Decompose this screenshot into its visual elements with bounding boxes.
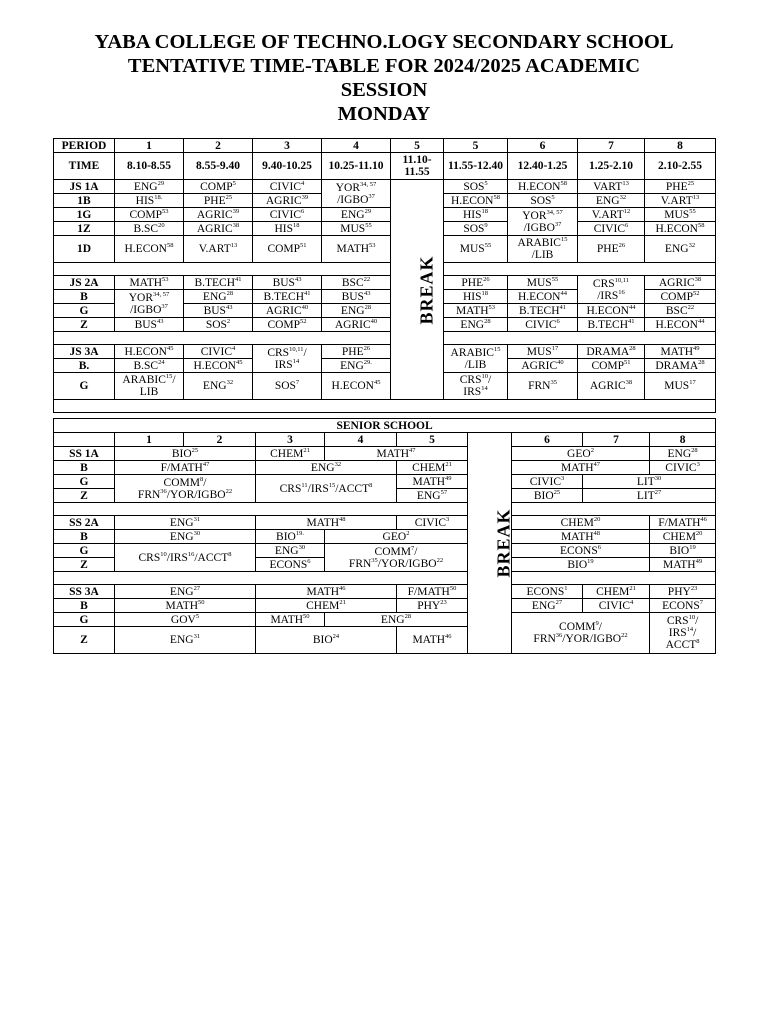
subject-cell: B.TECH$^{41}$ [184,276,253,290]
subject-cell: MUS$^{55}$ [322,222,391,236]
subject-cell: ENG$^{28}$ [322,304,391,318]
subject-cell: ENG$^{28}$ [325,613,468,627]
subject-cell: $ENG^{29.}$ [322,359,391,373]
class-label: G [54,475,115,489]
spacer-row [54,503,716,516]
subject-cell: H.ECON$^{45}$ [115,345,184,359]
subject-cell: ECONS$^7$ [650,599,716,613]
subject-cell: BIO$^{24}$ [256,627,397,654]
class-label: G [54,304,115,318]
subject-cell: H.ECON$^{44}$ [645,318,716,332]
subject-cell: COMP$^{52}$ [645,290,716,304]
class-label: 1Z [54,222,115,236]
subject-cell: PHE$^{26}$ [578,236,645,263]
class-label: Z [54,489,115,503]
break-column: BREAK [468,433,512,654]
break-column: BREAK [391,180,444,400]
subject-cell: F/MATH$^{50}$ [397,585,468,599]
subject-cell: MATH$^{50}$ [115,599,256,613]
subject-cell: MATH$^{49}$ [645,345,716,359]
class-label: SS 3A [54,585,115,599]
subject-cell: H.ECON$^{58}$ [444,194,508,208]
subject-cell: ARABIC$^{15}$ /LIB [444,345,508,373]
period-cell: 5 [391,139,444,153]
subject-cell: F/MATH$^{46}$ [650,516,716,530]
period-cell: 5 [397,433,468,447]
class-label: G [54,544,115,558]
subject-cell: CIVIC$^6$ [508,318,578,332]
table-row [54,447,716,461]
subject-cell: B.SC$^{20}$ [115,222,184,236]
subject-cell: YOR$^{34, 57}$ /IGBO$^{37}$ [508,208,578,236]
subject-cell: MUS$^{55}$ [508,276,578,290]
title-line-2: TENTATIVE TIME-TABLE FOR 2024/2025 ACADEMIC [127,55,641,77]
class-label: Z [54,318,115,332]
subject-cell: CRS$^{10}$/ IRS$^{14}$ [444,373,508,400]
class-label: B [54,461,115,475]
subject-cell: LIT$^{27}$ [583,489,716,503]
subject-cell: COMM$^7$/ FRN$^{35}$/YOR/IGBO$^{22}$ [325,544,468,572]
time-cell: 9.40-10.25 [253,153,322,180]
period-cell: 6 [508,139,578,153]
subject-cell: BIO$^{19}$ [512,558,650,572]
subject-cell: ENG$^{31}$ [115,516,256,530]
subject-cell: MATH$^{46}$ [397,627,468,654]
class-label: Z [54,558,115,572]
subject-cell: MATH$^{48}$ [256,516,397,530]
subject-cell: PHE$^{26}$ [444,276,508,290]
subject-cell: MATH$^{49}$ [397,475,468,489]
subject-cell: DRAMA$^{28}$ [645,359,716,373]
subject-cell: CIVIC$^3$ [397,516,468,530]
subject-cell: ENG$^{30}$ [256,544,325,558]
subject-cell: COMP$^{51}$ [578,359,645,373]
subject-cell: AGRIC$^{40}$ [253,304,322,318]
subject-cell: H.ECON$^{45}$ [322,373,391,400]
time-cell: 11.10-11.55 [391,153,444,180]
subject-cell: MUS$^{55}$ [444,236,508,263]
subject-cell: MATH$^{48}$ [512,530,650,544]
table-row [54,359,716,373]
time-label: TIME [54,153,115,180]
subject-cell: COMP$^{52}$ [253,318,322,332]
subject-cell: MATH$^{50}$ [256,613,325,627]
time-row [54,153,716,180]
subject-cell: GEO$^2$ [325,530,468,544]
subject-cell: MATH$^{49}$ [650,558,716,572]
period-cell: 7 [578,139,645,153]
subject-cell: VART$^{13}$ [578,180,645,194]
table-row [54,222,716,236]
table-row [54,373,716,400]
subject-cell: H.ECON$^{58}$ [115,236,184,263]
subject-cell: FRN$^{35}$ [508,373,578,400]
subject-cell: COMP$^{53}$ [115,208,184,222]
subject-cell: BUS$^{43}$ [322,290,391,304]
subject-cell: SOS$^5$ [508,194,578,208]
subject-cell: F/MATH$^{47}$ [115,461,256,475]
subject-cell: SOS$^5$ [444,180,508,194]
class-label: G [54,373,115,400]
subject-cell: CIVIC$^3$ [512,475,583,489]
class-label: 1G [54,208,115,222]
subject-cell: PHY$^{23}$ [650,585,716,599]
title-line-1: YABA COLLEGE OF TECHNO.LOGY SECONDARY SCHOOL [94,31,674,53]
subject-cell: AGRIC$^{40}$ [322,318,391,332]
table-row [54,475,716,489]
spacer-row [54,263,716,276]
subject-cell: ENG$^{31}$ [115,627,256,654]
subject-cell: LIT$^{30}$ [583,475,716,489]
subject-cell: AGRIC$^{40}$ [508,359,578,373]
subject-cell: ENG$^{28}$ [184,290,253,304]
subject-cell: SOS$^7$ [253,373,322,400]
subject-cell: $HIS^{18.}$ [115,194,184,208]
subject-cell: B.TECH$^{41}$ [578,318,645,332]
subject-cell: GEO$^2$ [512,447,650,461]
table-row [54,345,716,359]
period-cell: 2 [184,139,253,153]
subject-cell: CIVIC$^4$ [253,180,322,194]
subject-cell: BSC$^{22}$ [645,304,716,318]
subject-cell: ENG$^{30}$ [115,530,256,544]
subject-cell: CHEM$^{20}$ [512,516,650,530]
subject-cell: CHEM$^{20}$ [650,530,716,544]
subject-cell: AGRIC$^{38}$ [645,276,716,290]
table-row [54,530,716,544]
period-cell: 3 [253,139,322,153]
subject-cell: ENG$^{29}$ [115,180,184,194]
subject-cell: HIS$^{18}$ [444,208,508,222]
subject-cell: AGRIC$^{39}$ [253,194,322,208]
subject-cell: ENG$^{32}$ [184,373,253,400]
subject-cell: ECONS$^6$ [512,544,650,558]
class-label: 1D [54,236,115,263]
period-row [54,433,716,447]
title-line-3: SESSION [340,79,428,101]
subject-cell: MATH$^{53}$ [322,236,391,263]
subject-cell: COMP$^5$ [184,180,253,194]
subject-cell: H.ECON$^{58}$ [645,222,716,236]
table-row [54,236,716,263]
subject-cell: MATH$^{53}$ [444,304,508,318]
subject-cell: B.TECH$^{41}$ [508,304,578,318]
time-cell: 1.25-2.10 [578,153,645,180]
table-row [54,461,716,475]
table-row [54,208,716,222]
period-cell: 6 [512,433,583,447]
subject-cell: H.ECON$^{44}$ [578,304,645,318]
period-label: PERIOD [54,139,115,153]
class-label: SS 2A [54,516,115,530]
subject-cell: AGRIC$^{38}$ [184,222,253,236]
subject-cell: H.ECON$^{44}$ [508,290,578,304]
subject-cell: BSC$^{22}$ [322,276,391,290]
period-cell: 8 [645,139,716,153]
subject-cell: ARABIC$^{15}$ /LIB [508,236,578,263]
class-label: SS 1A [54,447,115,461]
subject-cell: PHE$^{26}$ [322,345,391,359]
subject-cell: V.ART$^{13}$ [645,194,716,208]
subject-cell: ENG$^{32}$ [256,461,397,475]
subject-cell: HIS$^{18}$ [253,222,322,236]
subject-cell: ECONS$^6$ [256,558,325,572]
time-cell: 2.10-2.55 [645,153,716,180]
subject-cell: CHEM$^{21}$ [256,599,397,613]
subject-cell: YOR$^{34, 57}$ /IGBO$^{37}$ [322,180,391,208]
subject-cell: ENG$^{28}$ [650,447,716,461]
subject-cell: GOV$^5$ [115,613,256,627]
subject-cell: MATH$^{53}$ [115,276,184,290]
subject-cell: BUS$^{43}$ [115,318,184,332]
table-row [54,516,716,530]
subject-cell: HIS$^{18}$ [444,290,508,304]
subject-cell: MATH$^{47}$ [325,447,468,461]
subject-cell: CRS$^{10}$/IRS$^{16}$/ACCT$^8$ [115,544,256,572]
subject-cell: CIVIC$^6$ [578,222,645,236]
subject-cell: BUS$^{43}$ [184,304,253,318]
period-cell: 7 [583,433,650,447]
table-row [54,613,716,627]
subject-cell: BIO$^{25}$ [512,489,583,503]
subject-cell: CHEM$^{21}$ [256,447,325,461]
subject-cell: MUS$^{17}$ [645,373,716,400]
subject-cell: H.ECON$^{45}$ [184,359,253,373]
table-row [54,585,716,599]
subject-cell: CRS$^{10}$/ IRS$^{14}$/ ACCT$^8$ [650,613,716,654]
time-cell: 8.10-8.55 [115,153,184,180]
class-label: JS 3A [54,345,115,359]
subject-cell: CIVIC$^6$ [253,208,322,222]
subject-cell: AGRIC$^{39}$ [184,208,253,222]
table-row [54,276,716,290]
subject-cell: DRAMA$^{28}$ [578,345,645,359]
subject-cell: CRS$^{11}$/IRS$^{15}$/ACCT$^8$ [256,475,397,503]
class-label: Z [54,627,115,654]
subject-cell: ENG$^{27}$ [115,585,256,599]
time-cell: 8.55-9.40 [184,153,253,180]
subject-cell: V.ART$^{13}$ [184,236,253,263]
subject-cell: B.TECH$^{41}$ [253,290,322,304]
class-label: B [54,290,115,304]
period-cell: 3 [256,433,325,447]
subject-cell: COMM$^9$/ FRN$^{36}$/YOR/IGBO$^{22}$ [512,613,650,654]
period-cell: 5 [444,139,508,153]
table-row [54,180,716,194]
subject-cell: PHY$^{23}$ [397,599,468,613]
subject-cell: ENG$^{29}$ [322,208,391,222]
class-label: G [54,613,115,627]
subject-cell: CIVIC$^4$ [184,345,253,359]
class-label: B [54,599,115,613]
period-row [54,139,716,153]
subject-cell: V.ART$^{12}$ [578,208,645,222]
subject-cell: COMP$^{51}$ [253,236,322,263]
table-row [54,544,716,558]
subject-cell: ECONS$^1$ [512,585,583,599]
subject-cell: MUS$^{55}$ [645,208,716,222]
subject-cell: CHEM$^{21}$ [397,461,468,475]
senior-timetable [53,418,716,654]
subject-cell: ENG$^{27}$ [512,599,583,613]
subject-cell: ENG$^{32}$ [645,236,716,263]
subject-cell: H.ECON$^{58}$ [508,180,578,194]
period-cell: 8 [650,433,716,447]
subject-cell: B.SC$^{24}$ [115,359,184,373]
class-label: 1B [54,194,115,208]
period-cell: 2 [184,433,256,447]
period-cell: 4 [325,433,397,447]
time-cell: 10.25-11.10 [322,153,391,180]
subject-cell: MATH$^{47}$ [512,461,650,475]
time-cell: 12.40-1.25 [508,153,578,180]
section-heading-row [54,419,716,433]
period-cell: 1 [115,139,184,153]
period-cell: 4 [322,139,391,153]
subject-cell: ENG$^{57}$ [397,489,468,503]
subject-cell: COMM$^8$/ FRN$^{36}$/YOR/IGBO$^{22}$ [115,475,256,503]
subject-cell: PHE$^{25}$ [184,194,253,208]
subject-cell: MATH$^{46}$ [256,585,397,599]
subject-cell: SOS$^2$ [184,318,253,332]
subject-cell: ENG$^{32}$ [578,194,645,208]
subject-cell: YOR$^{34, 57}$ /IGBO$^{37}$ [115,290,184,318]
subject-cell: $BIO^{19.}$ [256,530,325,544]
subject-cell: BIO$^{19}$ [650,544,716,558]
subject-cell: CIVIC$^4$ [583,599,650,613]
spacer-row [54,572,716,585]
spacer-row [54,332,716,345]
subject-cell: BIO$^{25}$ [115,447,256,461]
subject-cell: CRS$^{10,11}$/ IRS$^{14}$ [253,345,322,373]
subject-cell: ARABIC$^{15}$/ LIB [115,373,184,400]
time-cell: 11.55-12.40 [444,153,508,180]
subject-cell: MUS$^{17}$ [508,345,578,359]
spacer-row [54,400,716,413]
period-cell: 1 [115,433,184,447]
subject-cell: ENG$^{28}$ [444,318,508,332]
subject-cell: CIVIC$^3$ [650,461,716,475]
junior-timetable [53,138,716,413]
subject-cell: CHEM$^{21}$ [583,585,650,599]
class-label: JS 2A [54,276,115,290]
table-row [54,599,716,613]
subject-cell: AGRIC$^{38}$ [578,373,645,400]
subject-cell: BUS$^{43}$ [253,276,322,290]
document-title [60,30,708,126]
class-label: JS 1A [54,180,115,194]
subject-cell: CRS$^{10,11}$ /IRS$^{16}$ [578,276,645,304]
class-label: B [54,530,115,544]
title-line-4: MONDAY [337,103,431,125]
class-label: B. [54,359,115,373]
subject-cell: PHE$^{25}$ [645,180,716,194]
table-row [54,318,716,332]
subject-cell: SOS$^9$ [444,222,508,236]
senior-school-heading: SENIOR SCHOOL [54,419,716,433]
